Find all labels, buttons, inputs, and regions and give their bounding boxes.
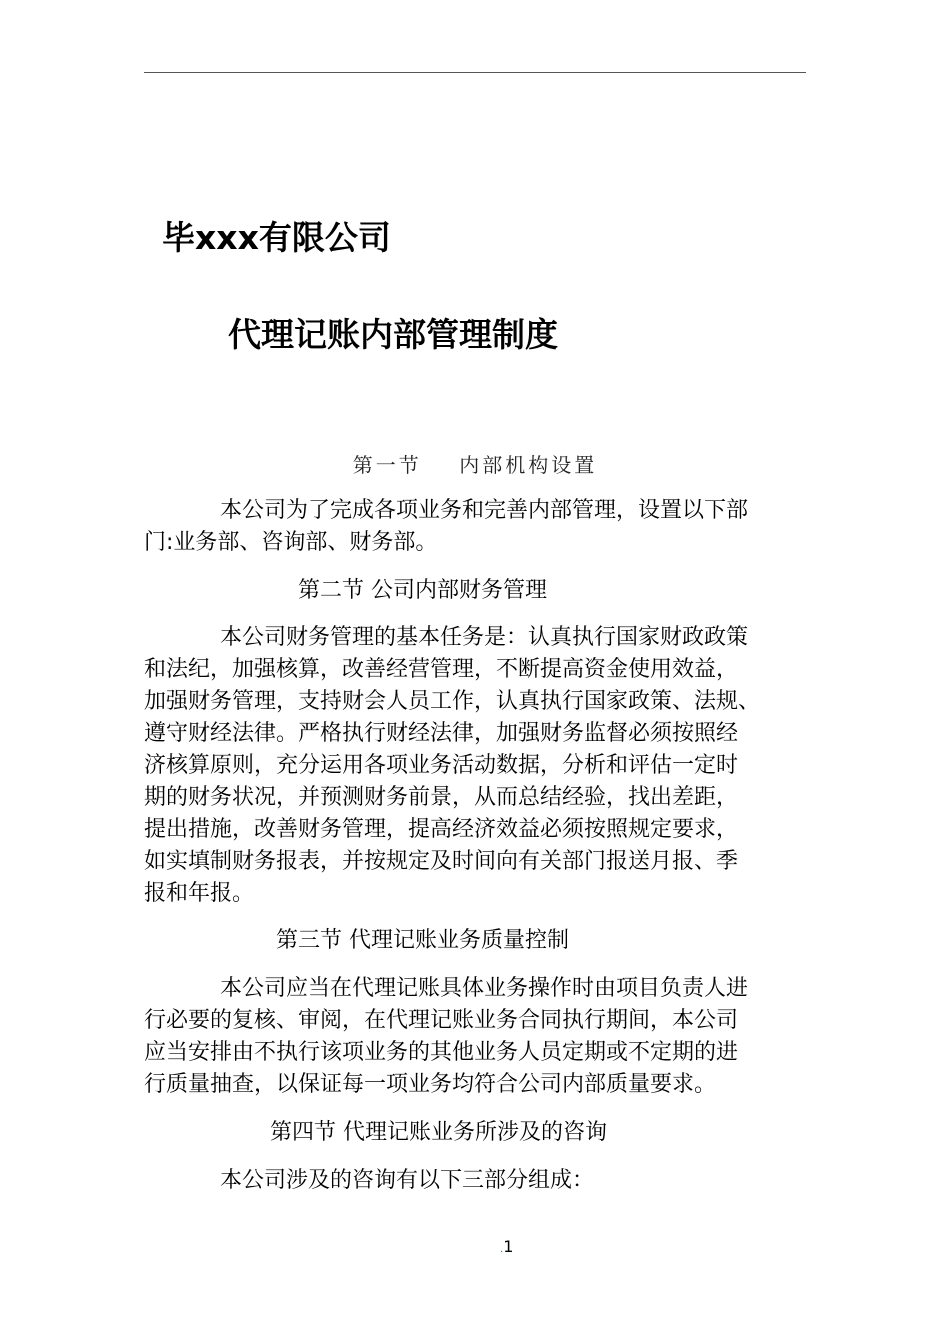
paragraph-line: 本公司财务管理的基本任务是：认真执行国家财政政策	[220, 625, 749, 650]
section-2-heading: 第二节 公司内部财务管理	[298, 578, 547, 603]
section-4-paragraph	[144, 1165, 806, 1197]
paragraph-line: 行质量抽查，以保证每一项业务均符合公司内部质量要求。	[144, 1072, 717, 1097]
paragraph-line: 门:业务部、咨询部、财务部。	[144, 530, 438, 555]
paragraph-line: 行必要的复核、审阅，在代理记账业务合同执行期间，本公司	[144, 1008, 739, 1033]
paragraph-line: 和法纪，加强核算，改善经营管理，不断提高资金使用效益，	[144, 657, 739, 682]
paragraph-line: 本公司应当在代理记账具体业务操作时由项目负责人进	[220, 976, 749, 1001]
section-1-paragraph	[144, 495, 806, 559]
section-3-paragraph	[144, 973, 806, 1101]
paragraph-line: 期的财务状况，并预测财务前景，从而总结经验，找出差距，	[144, 785, 739, 810]
page-number-value: 1	[503, 1237, 514, 1256]
section-3-heading: 第三节 代理记账业务质量控制	[276, 928, 569, 953]
company-title: 毕xxx有限公司	[162, 218, 391, 257]
paragraph-line: 如实填制财务报表，并按规定及时间向有关部门报送月报、季	[144, 849, 739, 874]
paragraph-line: 本公司涉及的咨询有以下三部分组成：	[220, 1168, 595, 1193]
paragraph-line: 遵守财经法律。严格执行财经法律，加强财务监督必须按照经	[144, 721, 739, 746]
page-number-mark: .	[500, 1244, 504, 1255]
document-title: 代理记账内部管理制度	[228, 315, 558, 354]
section-2-paragraph	[144, 622, 806, 910]
paragraph-line: 提出措施，改善财务管理，提高经济效益必须按照规定要求，	[144, 817, 739, 842]
page-number	[500, 1236, 513, 1261]
paragraph-line: 加强财务管理，支持财会人员工作，认真执行国家政策、法规、	[144, 689, 761, 714]
paragraph-line: 应当安排由不执行该项业务的其他业务人员定期或不定期的进	[144, 1040, 739, 1065]
paragraph-line: 报和年报。	[144, 881, 255, 906]
paragraph-line: 本公司为了完成各项业务和完善内部管理，设置以下部	[220, 498, 749, 523]
section-4-heading: 第四节 代理记账业务所涉及的咨询	[270, 1120, 607, 1145]
section-1-heading: 第一节 内部机构设置	[352, 453, 598, 477]
paragraph-line: 济核算原则，充分运用各项业务活动数据，分析和评估一定时	[144, 753, 739, 778]
header-rule	[144, 72, 806, 73]
